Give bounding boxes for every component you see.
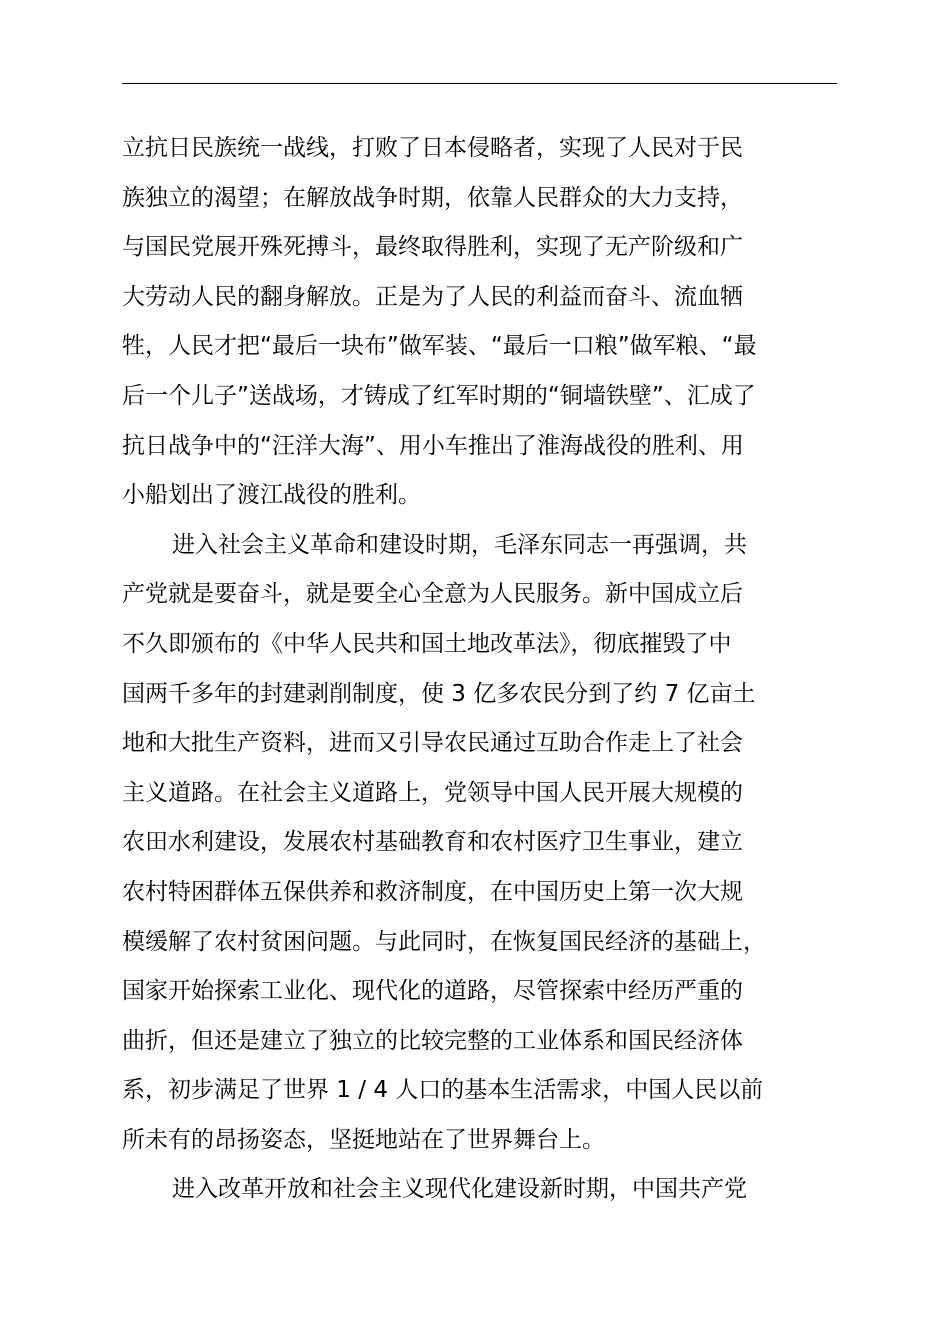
text-line: 地和大批生产资料，进而又引导农民通过互助合作走上了社会 xyxy=(122,730,743,757)
text-line: 国两千多年的封建剥削制度，使 3 亿多农民分到了约 7 亿亩土 xyxy=(122,680,756,707)
paragraph xyxy=(122,521,862,1166)
text-line: 农村特困群体五保供养和救济制度，在中国历史上第一次大规 xyxy=(122,878,743,905)
text-line: 主义道路。在社会主义道路上，党领导中国人民开展大规模的 xyxy=(122,779,743,806)
paragraph xyxy=(122,1165,862,1215)
text-line: 模缓解了农村贫困问题。与此同时，在恢复国民经济的基础上， xyxy=(122,928,766,955)
text-line: 进入社会主义革命和建设时期，毛泽东同志一再强调，共 xyxy=(172,531,747,558)
text-line: 立抗日民族统一战线，打败了日本侵略者，实现了人民对于民 xyxy=(122,135,743,161)
text-line: 与国民党展开殊死搏斗，最终取得胜利，实现了无产阶级和广 xyxy=(122,234,743,261)
document-body xyxy=(122,124,862,1215)
text-line: 所未有的昂扬姿态，坚挺地站在了世界舞台上。 xyxy=(122,1126,605,1153)
text-line: 大劳动人民的翻身解放。正是为了人民的利益而奋斗、流血牺 xyxy=(122,283,743,310)
text-line: 牲，人民才把“最后一块布”做军装、“最后一口粮”做军粮、“最 xyxy=(122,333,757,360)
text-line: 国家开始探索工业化、现代化的道路，尽管探索中经历严重的 xyxy=(122,978,743,1005)
text-line: 后一个儿子”送战场，才铸成了红军时期的“铜墙铁壁”、汇成了 xyxy=(122,382,756,409)
text-line: 产党就是要奋斗，就是要全心全意为人民服务。新中国成立后 xyxy=(122,581,743,608)
text-line: 系，初步满足了世界 1 / 4 人口的基本生活需求，中国人民以前 xyxy=(122,1077,764,1104)
text-line: 曲折，但还是建立了独立的比较完整的工业体系和国民经济体 xyxy=(122,1027,743,1054)
text-line: 族独立的渴望；在解放战争时期，依靠人民群众的大力支持， xyxy=(122,184,743,211)
paragraph xyxy=(122,124,862,521)
text-line: 小船划出了渡江战役的胜利。 xyxy=(122,482,421,509)
text-line: 农田水利建设，发展农村基础教育和农村医疗卫生事业，建立 xyxy=(122,829,743,856)
text-line: 抗日战争中的“汪洋大海”、用小车推出了淮海战役的胜利、用 xyxy=(122,432,744,459)
text-line: 进入改革开放和社会主义现代化建设新时期，中国共产党 xyxy=(172,1176,747,1203)
header-rule xyxy=(122,83,837,84)
text-line: 不久即颁布的《中华人民共和国土地改革法》，彻底摧毁了中 xyxy=(122,630,732,657)
